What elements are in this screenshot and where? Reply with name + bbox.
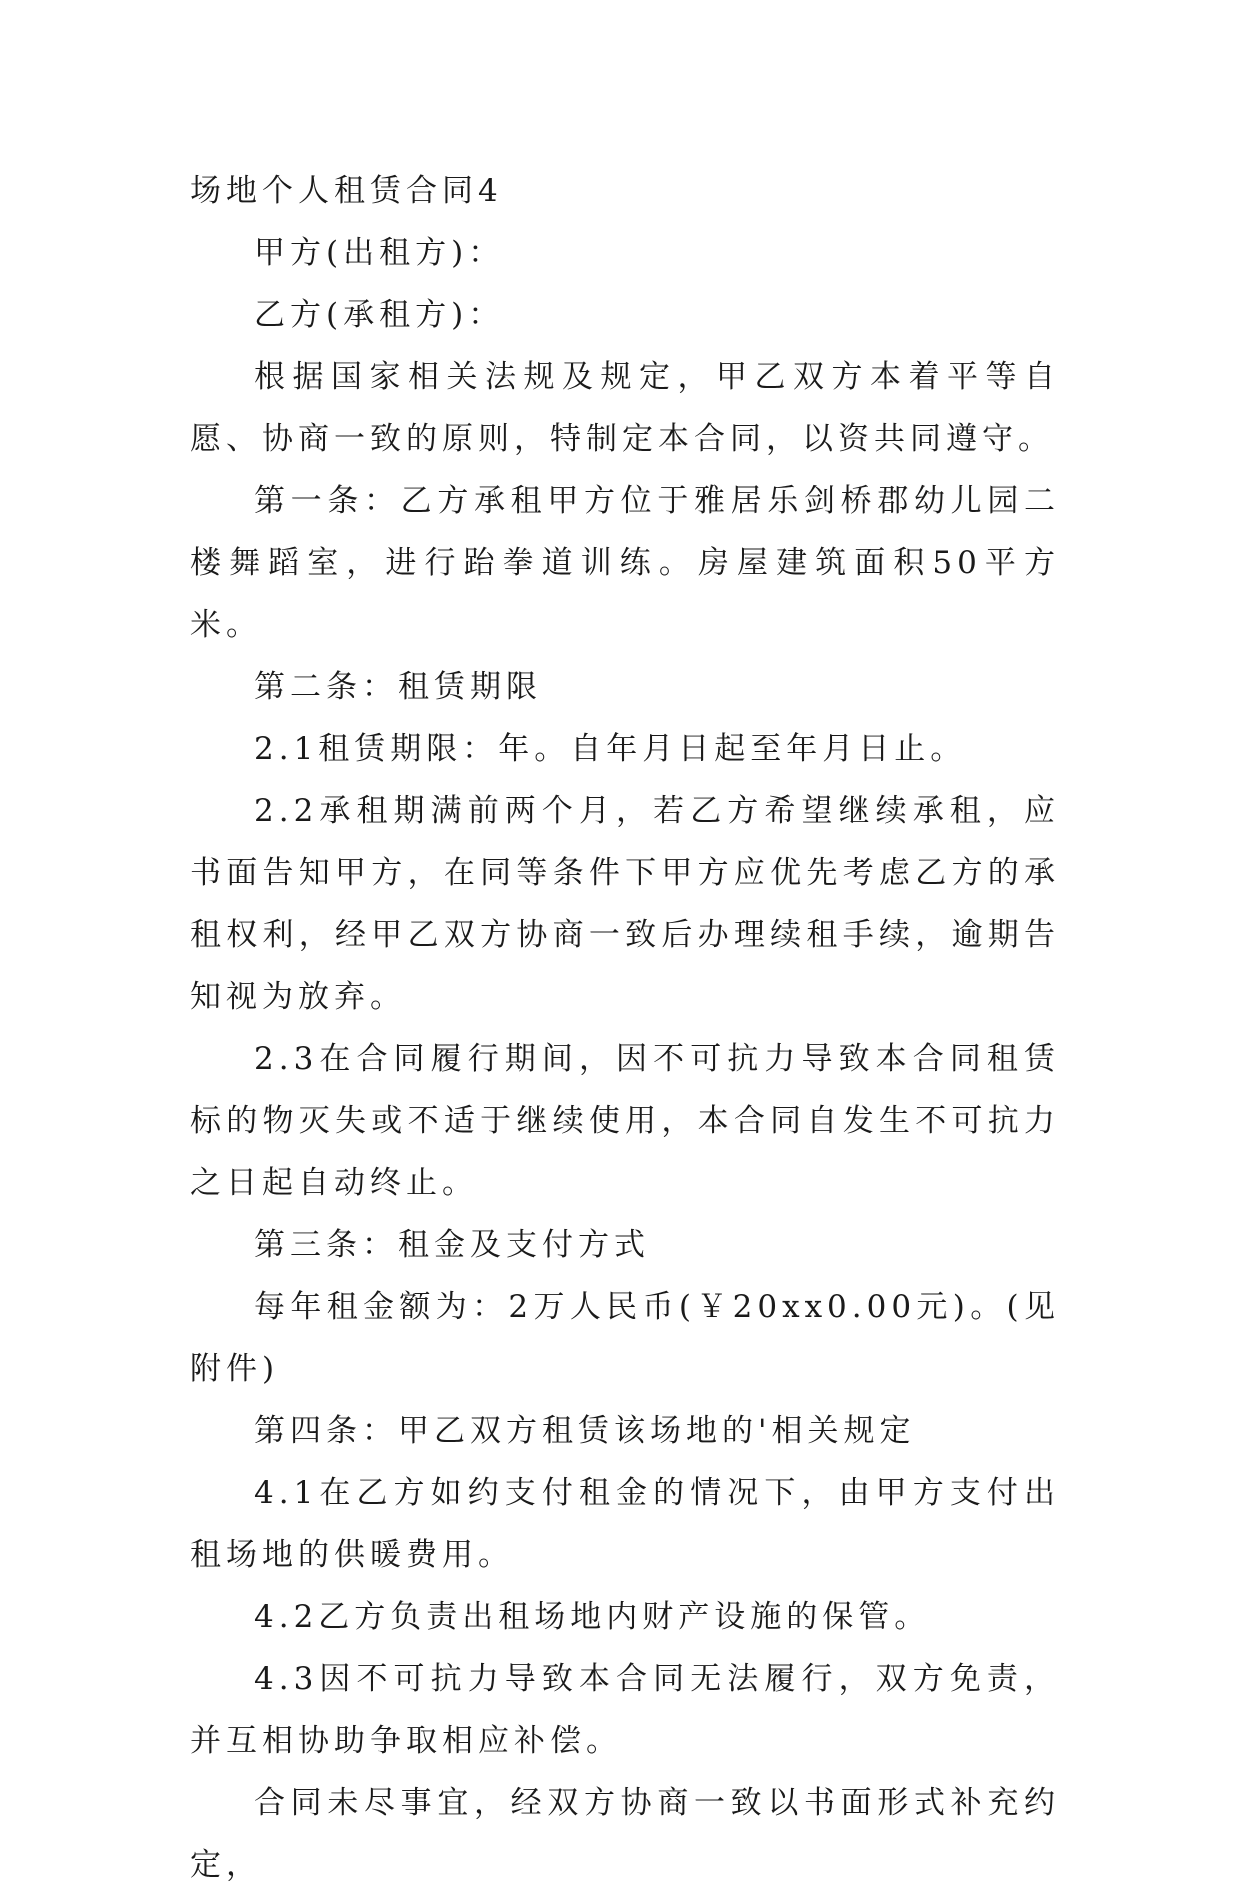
clause-4-1-paragraph: 4.1在乙方如约支付租金的情况下，由甲方支付出租场地的供暖费用。 [190,1475,1060,1573]
article-1-paragraph: 第一条：乙方承租甲方位于雅居乐剑桥郡幼儿园二楼舞蹈室，进行跆拳道训练。房屋建筑面积50平方米。 [190,483,1060,643]
preamble-paragraph: 根据国家相关法规及规定，甲乙双方本着平等自愿、协商一致的原则，特制定本合同，以资共同遵守。 [190,359,1060,457]
clause-2-1-paragraph: 2.1租赁期限：年。自年月日起至年月日止。 [254,731,967,767]
clause-2-2-paragraph: 2.2承租期满前两个月，若乙方希望继续承租，应书面告知甲方，在同等条件下甲方应优先考虑乙方的承租权利，经甲乙双方协商一致后办理续租手续，逾期告知视为放弃。 [190,793,1060,1015]
article-3-heading: 第三条：租金及支付方式 [254,1227,650,1263]
clause-2-3-paragraph: 2.3在合同履行期间，因不可抗力导致本合同租赁标的物灭失或不适于继续使用，本合同自发生不可抗力之日起自动终止。 [190,1041,1060,1201]
rent-amount-paragraph: 每年租金额为：2万人民币(￥20xx0.00元)。(见附件) [190,1289,1060,1387]
document-title: 场地个人租赁合同4 [190,173,503,209]
article-2-heading: 第二条：租赁期限 [254,669,542,705]
clause-4-3-paragraph: 4.3因不可抗力导致本合同无法履行，双方免责，并互相协助争取相应补偿。 [190,1661,1060,1759]
party-a-line: 甲方(出租方)： [254,235,505,271]
clause-4-2-paragraph: 4.2乙方负责出租场地内财产设施的保管。 [254,1599,931,1635]
party-b-line: 乙方(承租方)： [254,297,505,333]
article-4-heading: 第四条：甲乙双方租赁该场地的'相关规定 [254,1413,916,1449]
closing-paragraph: 合同未尽事宜，经双方协商一致以书面形式补充约定， [190,1785,1060,1883]
document-body [190,160,1060,1896]
